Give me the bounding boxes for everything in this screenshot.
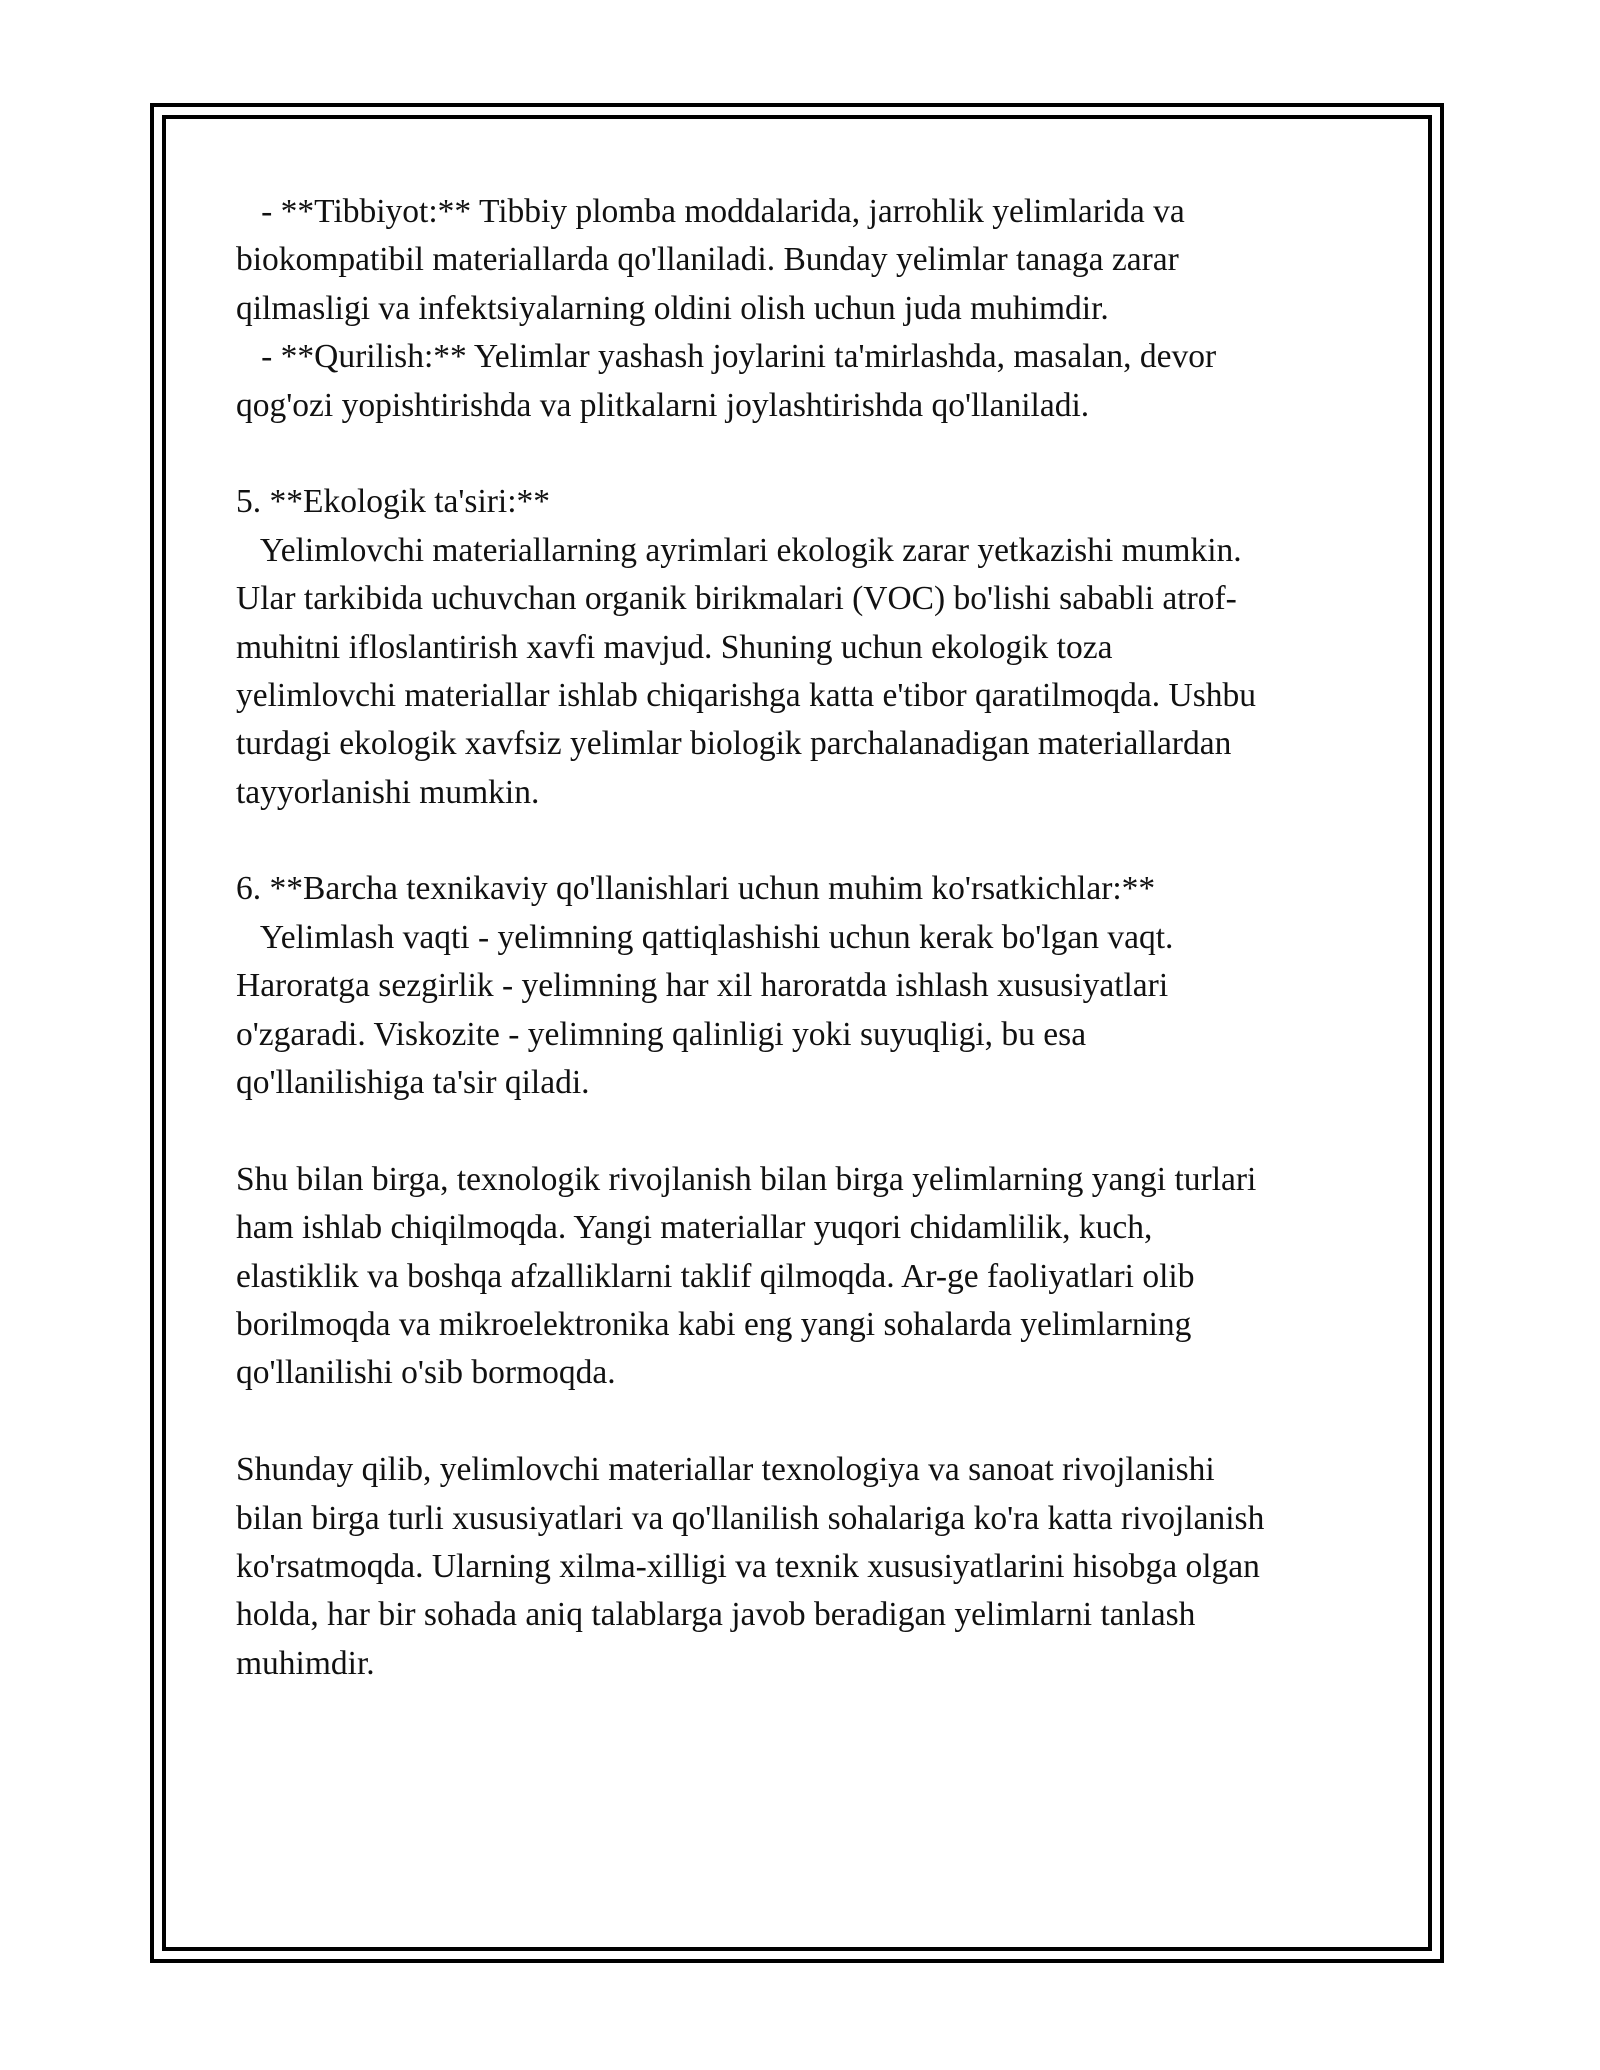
text-line: o'zgaradi. Viskozite - yelimning qalinligi yoki suyuqligi, bu esa xyxy=(236,1015,1087,1053)
text-line: Shunday qilib, yelimlovchi materiallar texnologiya va sanoat rivojlanishi xyxy=(236,1451,1215,1489)
text-line: ko'rsatmoqda. Ularning xilma-xilligi va texnik xususiyatlarini hisobga olgan xyxy=(236,1547,1260,1585)
section-heading: 5. **Ekologik ta'siri:** xyxy=(236,483,551,521)
document-body xyxy=(236,188,1366,1688)
text-line: qo'llanilishi o'sib bormoqda. xyxy=(236,1354,616,1392)
text-line: qog'ozi yopishtirishda va plitkalarni joylashtirishda qo'llaniladi. xyxy=(236,386,1090,424)
text-line: muhimdir. xyxy=(236,1644,375,1682)
paragraph-new-developments xyxy=(236,1156,1366,1398)
paragraph-gap xyxy=(236,817,1366,865)
text-line: qilmasligi va infektsiyalarning oldini olish uchun juda muhimdir. xyxy=(236,289,1109,327)
paragraph-ecological-impact xyxy=(236,478,1366,817)
text-line: tayyorlanishi mumkin. xyxy=(236,773,540,811)
text-line: Haroratga sezgirlik - yelimning har xil haroratda ishlash xususiyatlari xyxy=(236,967,1169,1005)
text-line: yelimlovchi materiallar ishlab chiqarishga katta e'tibor qaratilmoqda. Ushbu xyxy=(236,676,1257,714)
text-line: ham ishlab chiqilmoqda. Yangi materiallar yuqori chidamlilik, kuch, xyxy=(236,1209,1153,1247)
text-line: muhitni ifloslantirish xavfi mavjud. Shuning uchun ekologik toza xyxy=(236,628,1113,666)
paragraph-gap xyxy=(236,430,1366,478)
text-line: borilmoqda va mikroelektronika kabi eng yangi sohalarda yelimlarning xyxy=(236,1305,1192,1343)
text-line: Shu bilan birga, texnologik rivojlanish bilan birga yelimlarning yangi turlari xyxy=(236,1160,1257,1198)
text-line: Yelimlash vaqti - yelimning qattiqlashishi uchun kerak bo'lgan vaqt. xyxy=(236,918,1174,956)
text-line: - **Qurilish:** Yelimlar yashash joylarini ta'mirlashda, masalan, devor xyxy=(236,338,1217,376)
paragraph-technical-indicators xyxy=(236,865,1366,1107)
paragraph-gap xyxy=(236,1107,1366,1155)
text-line: qo'llanilishiga ta'sir qiladi. xyxy=(236,1064,590,1102)
text-line: Yelimlovchi materiallarning ayrimlari ekologik zarar yetkazishi mumkin. xyxy=(236,531,1242,569)
text-line: Ular tarkibida uchuvchan organik birikmalari (VOC) bo'lishi sababli atrof- xyxy=(236,580,1237,618)
text-line: biokompatibil materiallarda qo'llaniladi. Bunday yelimlar tanaga zarar xyxy=(236,241,1179,279)
text-line: bilan birga turli xususiyatlari va qo'llanilish sohalariga ko'ra katta rivojlanish xyxy=(236,1499,1265,1537)
text-line: - **Tibbiyot:** Tibbiy plomba moddalarida, jarrohlik yelimlarida va xyxy=(236,193,1185,230)
text-line: holda, har bir sohada aniq talablarga javob beradigan yelimlarni tanlash xyxy=(236,1596,1196,1634)
paragraph-gap xyxy=(236,1398,1366,1446)
text-line: turdagi ekologik xavfsiz yelimlar biologik parchalanadigan materiallardan xyxy=(236,725,1232,763)
paragraph-medicine-construction xyxy=(236,188,1366,430)
text-line: elastiklik va boshqa afzalliklarni taklif qilmoqda. Ar-ge faoliyatlari olib xyxy=(236,1257,1195,1295)
section-heading: 6. **Barcha texnikaviy qo'llanishlari uchun muhim ko'rsatkichlar:** xyxy=(236,870,1156,908)
paragraph-conclusion xyxy=(236,1446,1366,1688)
